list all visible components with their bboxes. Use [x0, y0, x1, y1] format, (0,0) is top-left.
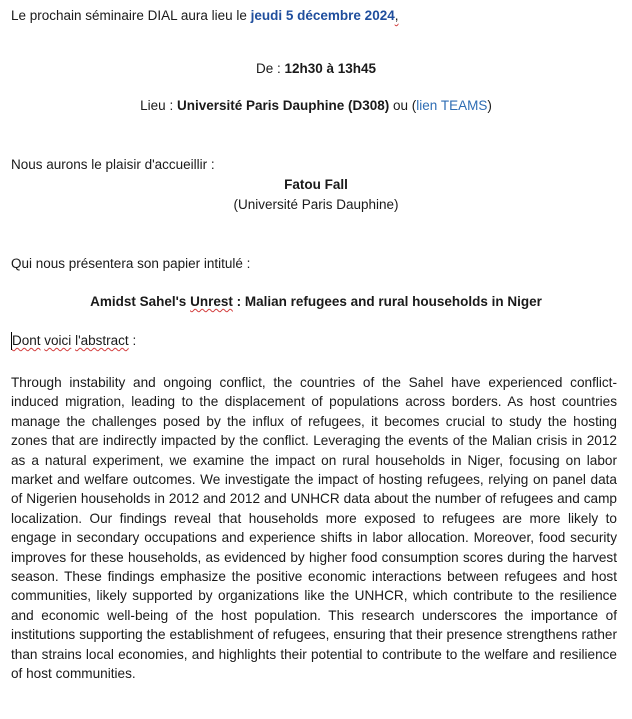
- abstract-intro-word3: l'abstract: [75, 333, 129, 348]
- intro-line: [11, 8, 398, 23]
- time-line: [0, 61, 632, 76]
- abstract-intro-word2: voici: [44, 333, 72, 348]
- paper-title: [0, 294, 632, 309]
- time-label: De :: [255, 61, 285, 76]
- speaker-affiliation: (Université Paris Dauphine): [233, 197, 399, 212]
- location-place: Université Paris Dauphine (D308): [176, 98, 390, 113]
- location-label: Lieu :: [140, 98, 177, 113]
- intro-prefix: Le prochain séminaire DIAL aura lieu le: [11, 8, 251, 23]
- abstract-intro: [12, 333, 136, 348]
- abstract-intro-suffix: :: [128, 333, 137, 348]
- time-value: 12h30 à 13h45: [284, 61, 377, 76]
- paper-title-part2: : Malian refugees and rural households in Niger: [232, 294, 542, 309]
- abstract-body: Through instability and ongoing conflict, the countries of the Sahel have experienced conflict-induced migration, leading to the displacement of populations across borders. As host countries manage the challenges posed by the influx of refugees, it becomes crucial to study the hosting zones that are indirectly impacted by the conflict. Leveraging the events of the Malian crisis in 2012 as a natural experiment, we examine the impact on rural households in Niger, focusing on labor market and welfare outcomes. We investigate the impact of hosting refugees, relying on panel data of Nigerien households in 2012 and 2012 and UNHCR data about the number of refugees and camp localization. Our findings reveal that households more exposed to refugees are more likely to engage in secondary occupations and experience shifts in labor allocation. Moreover, food security improves for these households, as evidenced by higher food consumption scores during the harvest season. These findings emphasize the positive economic interactions between refugees and host communities, likely supported by organizations like the UNHCR, which contribute to the resilience and economic well-being of the host population. This research underscores the importance of institutions supporting the establishment of refugees, ensuring that their presence strengthens rather than strains local economies, and highlights their potential to contribute to the welfare and resilience of host communities.: [11, 375, 617, 682]
- speaker-name: Fatou Fall: [284, 177, 348, 192]
- welcome-text: Nous aurons le plaisir d'accueillir :: [11, 157, 215, 172]
- location-close: ): [487, 98, 492, 113]
- intro-suffix: ,: [394, 8, 399, 23]
- teams-link[interactable]: lien TEAMS: [416, 98, 488, 113]
- paper-title-part1: Amidst Sahel's: [90, 294, 191, 309]
- seminar-date: jeudi 5 décembre 2024: [250, 8, 395, 23]
- paper-title-underlined: Unrest: [190, 294, 233, 309]
- location-line: [0, 98, 632, 113]
- location-connector: ou (: [389, 98, 417, 113]
- presents-text: Qui nous présentera son papier intitulé :: [11, 256, 251, 271]
- abstract-intro-word1: Dont: [12, 333, 41, 348]
